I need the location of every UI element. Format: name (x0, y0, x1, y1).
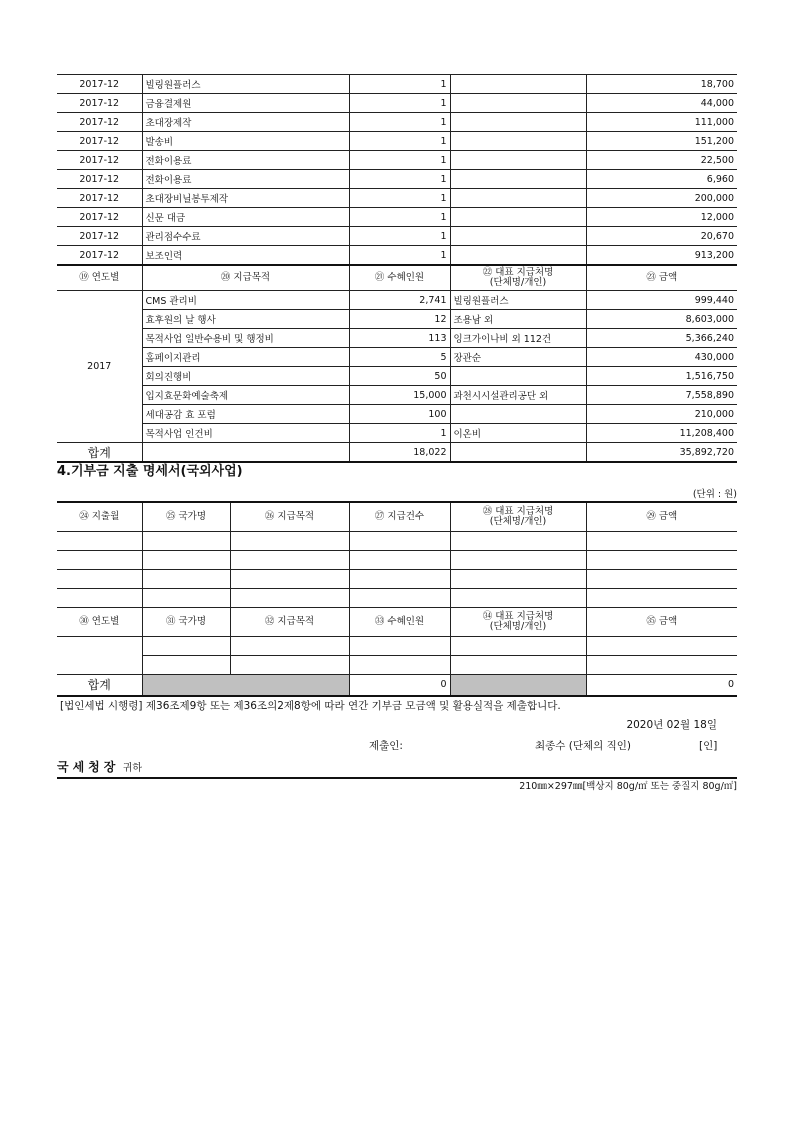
count-cell: 1 (349, 132, 450, 151)
amount-cell: 11,208,400 (586, 424, 737, 443)
recipient-cell: 잉크가이나비 외 112건 (450, 329, 586, 348)
recipient-line (57, 757, 737, 779)
count-cell: 1 (349, 75, 450, 94)
purpose-cell: 관리점수수료 (142, 227, 349, 246)
monthly-row (57, 75, 737, 94)
recipient-cell (450, 170, 586, 189)
purpose-cell: 홈페이지관리 (142, 348, 349, 367)
recipient-cell (450, 94, 586, 113)
recipient-cell: 빌링원플러스 (450, 291, 586, 310)
recipient-cell (450, 208, 586, 227)
amount-cell: 20,670 (586, 227, 737, 246)
amount-cell: 22,500 (586, 151, 737, 170)
document-page (57, 74, 737, 795)
amount-cell: 12,000 (586, 208, 737, 227)
overseas-monthly-header-row (57, 502, 737, 531)
month-cell: 2017-12 (57, 151, 142, 170)
month-cell: 2017-12 (57, 189, 142, 208)
yearly-row (57, 310, 737, 329)
total-beneficiaries: 18,022 (349, 443, 450, 463)
yearly-row (57, 367, 737, 386)
beneficiaries-cell: 50 (349, 367, 450, 386)
header-recipient-line2: (단체명/개인) (489, 277, 547, 288)
header-country: ㉛ 국가명 (142, 607, 230, 636)
count-cell: 1 (349, 208, 450, 227)
beneficiaries-cell: 100 (349, 405, 450, 424)
count-cell: 1 (349, 246, 450, 266)
header-recipient-line1: ㉞ 대표 지급처명 (482, 610, 554, 622)
amount-cell: 111,000 (586, 113, 737, 132)
total-label: 합계 (57, 674, 142, 696)
header-count: ㉗ 지급건수 (349, 502, 450, 531)
header-amount: ㉓ 금액 (586, 265, 737, 291)
yearly-row (57, 291, 737, 310)
recipient-cell: 조용남 외 (450, 310, 586, 329)
amount-cell: 999,440 (586, 291, 737, 310)
overseas-expense-table (57, 501, 737, 697)
recipient-cell (450, 405, 586, 424)
yearly-row (57, 386, 737, 405)
overseas-yearly-header-row (57, 607, 737, 636)
beneficiaries-cell: 2,741 (349, 291, 450, 310)
submitter-label: 제출인: (369, 740, 403, 752)
total-beneficiaries: 0 (349, 674, 450, 696)
header-purpose: ⑳ 지급목적 (142, 265, 349, 291)
header-recipient-line2: (단체명/개인) (489, 515, 547, 527)
submitter-name: 최종수 (단체의 직인) (535, 740, 632, 752)
yearly-row (57, 348, 737, 367)
amount-cell: 5,366,240 (586, 329, 737, 348)
overseas-monthly-row (57, 531, 737, 550)
total-amount: 35,892,720 (586, 443, 737, 463)
year-cell: 2017 (57, 291, 142, 443)
header-country: ㉕ 국가명 (142, 502, 230, 531)
recipient-cell (450, 189, 586, 208)
monthly-row (57, 246, 737, 266)
purpose-cell: 효후원의 날 행사 (142, 310, 349, 329)
recipient-cell: 장관순 (450, 348, 586, 367)
beneficiaries-cell: 5 (349, 348, 450, 367)
unit-label: (단위 : 원) (692, 489, 737, 500)
purpose-cell: 전화이용료 (142, 170, 349, 189)
recipient-cell: 과천시시설관리공단 외 (450, 386, 586, 405)
recipient-cell (450, 132, 586, 151)
purpose-cell: 초대장비닐봉투제작 (142, 189, 349, 208)
overseas-total-row (57, 674, 737, 696)
purpose-cell: 회의진행비 (142, 367, 349, 386)
domestic-expense-table (57, 74, 737, 463)
total-gray-cell (450, 674, 586, 696)
submitter-line (57, 735, 737, 757)
monthly-row (57, 170, 737, 189)
month-cell: 2017-12 (57, 94, 142, 113)
count-cell: 1 (349, 94, 450, 113)
count-cell: 1 (349, 113, 450, 132)
total-amount: 0 (586, 674, 737, 696)
header-recipient-line1: ㉘ 대표 지급처명 (482, 505, 554, 517)
purpose-cell: 입지효문화예술축제 (142, 386, 349, 405)
month-cell: 2017-12 (57, 132, 142, 151)
recipient-cell (450, 113, 586, 132)
header-recipient-line1: ㉒ 대표 지급처명 (482, 267, 554, 278)
month-cell: 2017-12 (57, 113, 142, 132)
beneficiaries-cell: 12 (349, 310, 450, 329)
monthly-row (57, 151, 737, 170)
recipient-cell: 이온비 (450, 424, 586, 443)
month-cell: 2017-12 (57, 75, 142, 94)
beneficiaries-cell: 15,000 (349, 386, 450, 405)
amount-cell: 6,960 (586, 170, 737, 189)
purpose-cell: 신문 대금 (142, 208, 349, 227)
count-cell: 1 (349, 189, 450, 208)
month-cell: 2017-12 (57, 246, 142, 266)
header-amount: ㉙ 금액 (586, 502, 737, 531)
purpose-cell: 발송비 (142, 132, 349, 151)
yearly-row (57, 405, 737, 424)
overseas-monthly-row (57, 588, 737, 607)
header-recipient (450, 265, 586, 291)
recipient-cell (450, 367, 586, 386)
overseas-yearly-row (57, 636, 737, 655)
header-month: ㉔ 지출월 (57, 502, 142, 531)
header-year: ⑲ 연도별 (57, 265, 142, 291)
recipient-cell (450, 227, 586, 246)
amount-cell: 7,558,890 (586, 386, 737, 405)
header-amount: ㉟ 금액 (586, 607, 737, 636)
header-beneficiaries: ㉝ 수혜인원 (349, 607, 450, 636)
recipient-cell (450, 75, 586, 94)
overseas-yearly-row (57, 655, 737, 674)
header-purpose: ㉖ 지급목적 (230, 502, 349, 531)
header-beneficiaries: ㉑ 수혜인원 (349, 265, 450, 291)
recipient-org: 국세청장 (57, 760, 120, 774)
section4-title: 4.기부금 지출 명세서(국외사업) (57, 464, 243, 479)
yearly-row (57, 329, 737, 348)
seal-mark: [인] (699, 740, 718, 752)
recipient-cell (450, 246, 586, 266)
monthly-row (57, 113, 737, 132)
header-recipient (450, 502, 586, 531)
monthly-row (57, 189, 737, 208)
amount-cell: 913,200 (586, 246, 737, 266)
footer (57, 697, 737, 795)
total-purpose-empty (142, 443, 349, 463)
monthly-row (57, 227, 737, 246)
amount-cell: 200,000 (586, 189, 737, 208)
purpose-cell: 목적사업 인건비 (142, 424, 349, 443)
amount-cell: 44,000 (586, 94, 737, 113)
header-purpose: ㉜ 지급목적 (230, 607, 349, 636)
purpose-cell: 초대장제작 (142, 113, 349, 132)
month-cell: 2017-12 (57, 227, 142, 246)
purpose-cell: 세대공감 효 포럼 (142, 405, 349, 424)
header-recipient-line2: (단체명/개인) (489, 620, 547, 632)
overseas-monthly-row (57, 550, 737, 569)
recipient-cell (450, 151, 586, 170)
amount-cell: 151,200 (586, 132, 737, 151)
yearly-row (57, 424, 737, 443)
total-label: 합계 (57, 443, 142, 463)
paper-spec: 210㎜×297㎜[백상지 80g/㎡ 또는 중질지 80g/㎡] (519, 781, 737, 792)
yearly-total-row (57, 443, 737, 463)
month-cell: 2017-12 (57, 208, 142, 227)
beneficiaries-cell: 1 (349, 424, 450, 443)
purpose-cell: 목적사업 일반수용비 및 행정비 (142, 329, 349, 348)
total-recipient-empty (450, 443, 586, 463)
purpose-cell: CMS 관리비 (142, 291, 349, 310)
count-cell: 1 (349, 227, 450, 246)
purpose-cell: 전화이용료 (142, 151, 349, 170)
yearly-header-row (57, 265, 737, 291)
purpose-cell: 금융결제원 (142, 94, 349, 113)
submission-date: 2020년 02월 18일 (626, 719, 717, 731)
header-year: ㉚ 연도별 (57, 607, 142, 636)
amount-cell: 18,700 (586, 75, 737, 94)
beneficiaries-cell: 113 (349, 329, 450, 348)
header-recipient (450, 607, 586, 636)
month-cell: 2017-12 (57, 170, 142, 189)
monthly-row (57, 132, 737, 151)
amount-cell: 430,000 (586, 348, 737, 367)
count-cell: 1 (349, 170, 450, 189)
recipient-suffix: 귀하 (122, 763, 143, 774)
amount-cell: 210,000 (586, 405, 737, 424)
monthly-row (57, 208, 737, 227)
amount-cell: 1,516,750 (586, 367, 737, 386)
count-cell: 1 (349, 151, 450, 170)
amount-cell: 8,603,000 (586, 310, 737, 329)
purpose-cell: 보조인력 (142, 246, 349, 266)
legal-statement: [법인세법 시행령] 제36조제9항 또는 제36조의2제8항에 따라 연간 기부금 모금액 및 활용실적을 제출합니다. (60, 700, 561, 712)
overseas-monthly-row (57, 569, 737, 588)
total-gray-cell (142, 674, 349, 696)
year-cell-empty (57, 636, 142, 674)
monthly-row (57, 94, 737, 113)
purpose-cell: 빌링원플러스 (142, 75, 349, 94)
